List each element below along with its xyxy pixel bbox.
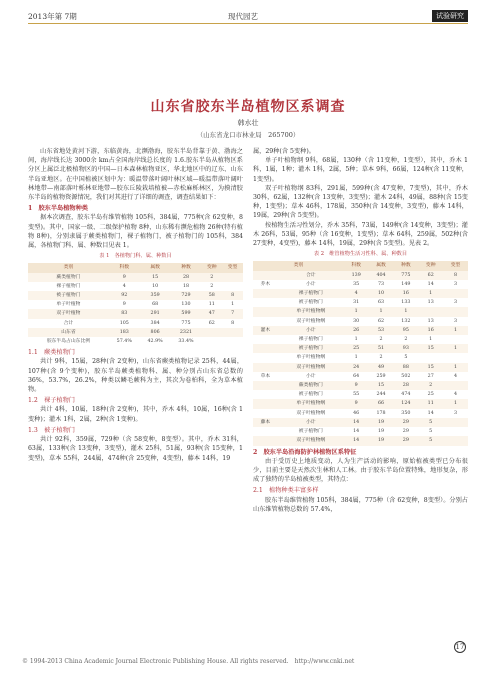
table-cell: 9 [344, 381, 369, 390]
table-cell: 130 [181, 302, 191, 308]
table-cell: 16 [393, 289, 418, 298]
table-cell: 2 [379, 355, 383, 361]
table-cell: 1 [443, 326, 468, 335]
table-cell: 1 [429, 337, 433, 343]
table-cell: 被子植物门 [298, 429, 323, 435]
table-header-cell: 种数 [171, 263, 202, 272]
subsection-heading: 1.1 蕨类植物门 [28, 349, 75, 357]
author: 韩水壮 [237, 119, 259, 127]
table-cell: 11 [418, 399, 443, 408]
table-header-cell: 类别 [253, 261, 344, 270]
table-row [28, 319, 243, 328]
table-cell: 双子叶植物纲 [278, 363, 344, 372]
table-cell: 4 [122, 283, 126, 289]
table-cell: 2 [210, 283, 214, 289]
table-cell: 599 [171, 309, 202, 318]
subsection-heading: 1.3 被子植物门 [28, 426, 75, 434]
table-row [28, 273, 243, 282]
table-cell: 105 [119, 320, 129, 326]
table-row [28, 282, 243, 291]
table-cell: 46 [353, 410, 360, 416]
table-row [253, 335, 468, 344]
table-row [253, 381, 468, 390]
table-cell: 26 [344, 326, 369, 335]
intro-paragraph: 山东省地处黄河下游，东临黄海，北濒渤海，胶东半岛背靠于黄、渤海之间，海岸线长达 3000余 km占全国海岸线总长度的 1.6.胶东半岛从植物区系分区上属泛北极植物区的中国—日本森林植物亚区，华北地区中的辽东、山东半岛亚地区。在中国植被区划中为：暖温带落叶阔叶林区域—暖温带落叶阔叶林地带—南部落叶栎林亚地带—胶东丘陵栽培植被—赤松麻栎林区，为摸清胶东半岛的植物资源情况，我们对其进行了详细的调查，调查结果如下： [28, 148, 243, 202]
table-cell: 5 [418, 418, 443, 427]
table-cell: 63 [377, 300, 385, 306]
table-cell: 133 [401, 300, 411, 306]
table-header-cell: 属数 [369, 261, 394, 270]
table-cell: 27 [427, 373, 434, 379]
table-cell: 14 [344, 436, 369, 445]
table-cell: 8 [222, 291, 243, 300]
table-cell: 11 [208, 302, 215, 308]
table-header-cell: 变型 [222, 263, 243, 272]
table-cell [222, 282, 243, 291]
table-cell: 裸子植物门 [56, 283, 81, 289]
table-cell: 474 [401, 392, 411, 398]
table-cell: 双子叶植物纲 [278, 436, 344, 445]
section-heading: 2 胶东半岛沿海防护林植物区系特征 [253, 448, 357, 456]
table-row [253, 372, 468, 381]
right-column [253, 147, 468, 514]
table-cell: 1 [393, 307, 418, 316]
table-cell: 13 [427, 300, 434, 306]
table-cell: 31 [353, 300, 360, 306]
table-cell: 92 [109, 291, 140, 300]
table-cell: 9 [344, 399, 369, 408]
table-cell: 2321 [171, 328, 202, 337]
section-heading: 1 胶东半岛植物种类 [28, 205, 88, 213]
table-cell [253, 344, 278, 353]
table-cell [418, 353, 443, 362]
table-cell: 9 [109, 273, 140, 282]
table-cell [253, 399, 278, 408]
copyright-footer: © 1994-2013 China Academic Journal Electronic Publishing House. All rights reserved. http://www.cnki.net [22, 658, 355, 665]
table-cell [253, 271, 278, 280]
table-cell: 小计 [305, 373, 316, 379]
table-cell: 404 [369, 271, 394, 280]
table-cell: 384 [150, 320, 160, 326]
table-cell: 1 [344, 307, 369, 316]
table-cell: 51 [369, 344, 394, 353]
table-cell: 13 [427, 318, 434, 324]
table-cell: 49 [369, 363, 394, 372]
table-cell: 502 [401, 373, 411, 379]
table2 [253, 261, 468, 445]
table-row [253, 399, 468, 408]
paragraph: 由于受历史上地质变动，人为生产活动的影响，原始植被类型已分布很少，目前主要是天然次生林和人工林。由于胶东半岛位置特殊，地形复杂，形成了独特的半岛植被类型，其特点： [253, 457, 468, 484]
table-cell: 3 [454, 410, 458, 416]
table-cell [222, 337, 243, 346]
table-cell: 88 [393, 363, 418, 372]
table-cell: 被子植物门 [298, 392, 323, 398]
table-cell: 19 [369, 436, 394, 445]
subsection-heading: 2.1 植物种类丰富多样 [253, 487, 319, 495]
table-cell: 55 [353, 392, 360, 398]
table-cell: 58 [201, 291, 222, 300]
table-cell: 单子叶植物 [56, 302, 81, 308]
table-header-cell: 变种 [201, 263, 222, 272]
table-cell: 15 [140, 273, 171, 282]
table-cell: 4 [454, 392, 458, 398]
table-cell: 单子叶植物纲 [296, 355, 326, 361]
table-row [253, 344, 468, 353]
paragraph: 共计 9科，15属，28种(含 2变种)，山东省蕨类植物记录 25科，44属，107种(含 9个变种)，胶东半岛蕨类植物科、属、种分别占山东省总数的 36%，53.7%，26.2%，种类以鳞毛蕨科为主，其次为卷柏科，全为草本植物。 [28, 358, 243, 394]
table-cell: 15 [418, 344, 443, 353]
table-cell [253, 335, 278, 344]
table-cell: 1 [369, 307, 394, 316]
paragraph: 共计 4科，10属，18种(含 2变种)，其中，乔木 4科，10属，16种(含 1变种)；灌木 1科，2属，2种(含 1变种)。 [28, 406, 243, 423]
table-cell: 3 [454, 318, 458, 324]
table-cell: 53 [369, 326, 394, 335]
table-cell [253, 409, 278, 418]
table-cell: 1 [443, 344, 468, 353]
paragraph: 属，29种(含 5变种)。 [253, 148, 315, 155]
table-cell: 单子叶植物纲 [278, 399, 344, 408]
table-cell [253, 363, 278, 372]
table-cell: 5 [418, 436, 443, 445]
table-header-cell: 变型 [443, 261, 468, 270]
table-cell [253, 289, 278, 298]
table-cell [253, 427, 278, 436]
table-cell: 139 [344, 271, 369, 280]
table-cell: 1 [443, 363, 468, 372]
table-row [253, 271, 468, 280]
table-row [253, 390, 468, 399]
table-cell [253, 317, 278, 326]
table-cell: 359 [140, 291, 171, 300]
table-cell: 42.9% [147, 339, 163, 345]
table-cell: 3 [454, 281, 458, 287]
journal-name: 现代园艺 [228, 12, 258, 21]
affiliation: （山东省龙口市林业局 265700） [196, 131, 300, 139]
table-cell: 806 [140, 328, 171, 337]
table-cell: 729 [171, 291, 202, 300]
table-cell [222, 328, 243, 337]
table-cell: 66 [369, 399, 394, 408]
table-cell: 4 [344, 289, 369, 298]
table-cell [443, 353, 468, 362]
table-cell [253, 298, 278, 307]
table-cell [201, 337, 222, 346]
table-cell [443, 436, 468, 445]
table-cell: 14 [427, 281, 434, 287]
table-cell: 被子植物门 [28, 291, 109, 300]
table-cell: 2 [379, 337, 383, 343]
table-cell: 68 [152, 302, 159, 308]
table-cell: 291 [140, 309, 171, 318]
table-cell: 64 [353, 373, 360, 379]
table-cell: 1 [231, 302, 235, 308]
table-cell [253, 390, 278, 399]
table-cell: 15 [418, 363, 443, 372]
table-cell: 1 [354, 355, 358, 361]
table-cell: 149 [401, 281, 411, 287]
table-cell: 30 [353, 318, 360, 324]
table-cell: 33.4% [178, 339, 194, 345]
subsection-heading: 1.2 裸子植物门 [28, 397, 75, 405]
table-header-cell: 类别 [28, 263, 109, 272]
table-row [253, 326, 468, 335]
table-cell: 19 [369, 418, 394, 427]
table-cell: 灌木 [253, 326, 278, 335]
table-cell: 小计 [278, 418, 344, 427]
paragraph: 单子叶植物纲 9科，68属，130种（含 11变种，1变型），其中，乔木 1科，1属，1种；灌木 1科，2属，5种；草本 9科，66属，124种(含 11变种，1变型)。 [253, 157, 468, 183]
table-row [253, 289, 468, 298]
table-cell: 18 [182, 283, 190, 289]
table-cell: 2 [201, 273, 222, 282]
table-cell: 5 [429, 429, 433, 435]
paragraph: 按植物生活习性划分，乔木 35科，73属，149种(含 14变种，3变型)；灌木 26科，53属，95种（含 16变种，1变型)；草本 64科，259属，502种(含 27变种，4变型)，藤本 14科，19属，29种(含 5变型)。见表 2。 [253, 221, 468, 248]
section-badge: 试验研究 [432, 10, 468, 22]
table-cell: 16 [418, 326, 443, 335]
table-cell: 124 [393, 399, 418, 408]
table-cell: 132 [401, 318, 411, 324]
table-row [28, 328, 243, 337]
table-cell: 19 [377, 429, 385, 435]
page-number: 17 [455, 643, 465, 651]
paragraph: 双子叶植物纲 83科，291属，599种(含 47变种，7变型)，其中，乔木 30科，62属，132种(含 13变种，3变型)；灌木 24科，49属，88种(含 15变种，1变型)；草本 46科，178属，350种(含 14变种，3变型)，藤本 14科，19属，29种(含 5变型)。 [253, 184, 468, 220]
table-cell: 双子叶植物 [28, 309, 109, 318]
table-cell: 24 [344, 363, 369, 372]
table1-caption: 表 1 各植物门科、属、种数目 [99, 253, 172, 260]
running-header [28, 10, 468, 24]
paragraph: 据本次调查，胶东半岛有维管植物 105科，384属，775种(含 62变种，8变型)。其中，国家一级、二级保护植物 8种，山东稀有濒危植物 26种(特有植物 8种)，分别隶属于蕨类植物门，裸子植物门，被子植物门的 105科，384属，各植物门科、属、种数目见表 1。 [28, 214, 243, 250]
table-cell: 14 [344, 418, 369, 427]
table-cell [443, 289, 468, 298]
table-cell: 5 [404, 355, 408, 361]
left-column [28, 147, 243, 463]
table-cell: 8 [443, 271, 468, 280]
table-cell [253, 381, 278, 390]
table-cell: 双子叶植物纲 [296, 410, 326, 416]
table-row [28, 309, 243, 318]
table-cell: 被子植物门 [298, 300, 323, 306]
table-cell: 合计 [278, 271, 344, 280]
table-cell: 28 [393, 381, 418, 390]
paragraph: 共计 92科，359属，729种（含 58变种，8变型）。其中，乔木 31科，63属，133种(含 13变种，3变型)，灌木 25科，51属，93种(含 15变种，1变型)，草本 55科，244属，474种(含 25变种，4变型)，藤本 14科，19 [28, 436, 243, 462]
table-row [253, 427, 468, 436]
table-cell: 35 [353, 281, 360, 287]
table-cell [201, 328, 222, 337]
table-cell: 合计 [63, 320, 74, 326]
table-cell: 1 [354, 337, 358, 343]
table-cell: 95 [393, 326, 418, 335]
table-header-cell: 科数 [344, 261, 369, 270]
table-cell: 4 [454, 373, 458, 379]
table-cell: 双子叶植物纲 [296, 318, 326, 324]
table-row [28, 291, 243, 300]
table-row [253, 353, 468, 362]
table-cell: 29 [393, 418, 418, 427]
table-cell [418, 307, 443, 316]
table-cell: 29 [402, 429, 409, 435]
table-row [253, 307, 468, 316]
table-cell: 259 [376, 373, 386, 379]
table-header-cell: 种数 [393, 261, 418, 270]
table-cell: 蕨类植物门 [28, 273, 109, 282]
table-cell: 胶东半岛占山东比例 [46, 339, 91, 345]
table-cell: 15 [369, 381, 394, 390]
table-cell [443, 307, 468, 316]
table-cell: 1 [443, 399, 468, 408]
table-cell: 小计 [278, 326, 344, 335]
table-row [253, 409, 468, 418]
table-cell: 10 [369, 289, 394, 298]
table-cell: 1 [418, 289, 443, 298]
table-cell: 8 [231, 320, 235, 326]
table-cell [253, 436, 278, 445]
table-cell: 25 [427, 392, 434, 398]
table-cell: 裸子植物门 [298, 337, 323, 343]
table-row [253, 298, 468, 307]
table-cell [443, 418, 468, 427]
table-cell: 10 [152, 283, 159, 289]
table-cell: 29 [393, 436, 418, 445]
issue-label: 2013年第 7期 [28, 12, 77, 21]
table-row [253, 363, 468, 372]
table-cell: 蕨类植物门 [278, 381, 344, 390]
paragraph: 胶东半岛维管植物 105科，384属，775种（含 62变种，8变型）。分别占山东维管植物总数的 57.4%， [253, 496, 468, 513]
table-cell: 62 [208, 320, 215, 326]
table-header-cell: 属数 [140, 263, 171, 272]
table-row [253, 280, 468, 289]
table2-caption: 表 2 维管植物生活习性科、属、种数目 [313, 251, 408, 258]
table-cell [443, 381, 468, 390]
table-cell: 83 [109, 309, 140, 318]
table-cell [443, 427, 468, 436]
table-cell: 62 [377, 318, 385, 324]
table-cell: 3 [454, 300, 458, 306]
table-row [253, 436, 468, 445]
table-cell: 775 [181, 320, 191, 326]
table-cell: 14 [427, 410, 434, 416]
table-cell: 73 [377, 281, 385, 287]
table-header-cell: 变种 [418, 261, 443, 270]
table-cell [253, 353, 278, 362]
table-cell: 57.4% [116, 339, 132, 345]
table-cell: 被子植物门 [278, 344, 344, 353]
table-cell: 47 [201, 309, 222, 318]
table-row [28, 300, 243, 309]
table-cell: 草本 [260, 373, 271, 379]
table-header-cell: 科数 [109, 263, 140, 272]
table-cell: 178 [376, 410, 386, 416]
table-cell: 2 [418, 381, 443, 390]
table-cell: 244 [376, 392, 386, 398]
table-cell: 25 [344, 344, 369, 353]
table-cell [222, 273, 243, 282]
table-cell: 93 [393, 344, 418, 353]
table-cell: 14 [353, 429, 360, 435]
table-cell: 单子叶植物纲 [278, 307, 344, 316]
table-row [253, 418, 468, 427]
table-cell [443, 335, 468, 344]
table-cell [253, 307, 278, 316]
table-cell: 裸子植物门 [278, 289, 344, 298]
table1 [28, 263, 243, 346]
table-cell: 7 [222, 309, 243, 318]
table-cell: 28 [171, 273, 202, 282]
table-cell: 183 [109, 328, 140, 337]
article-title: 山东省胶东半岛植物区系调查 [150, 99, 346, 115]
table-row [253, 317, 468, 326]
table-row [28, 337, 243, 346]
table-cell: 350 [401, 410, 411, 416]
table-cell: 小计 [305, 281, 316, 287]
table-cell: 藤本 [253, 418, 278, 427]
table-cell: 2 [404, 337, 408, 343]
table-cell: 乔木 [260, 281, 271, 287]
table-cell: 山东省 [28, 328, 109, 337]
table-cell: 9 [122, 302, 126, 308]
header-rule [28, 23, 468, 24]
table-cell: 62 [418, 271, 443, 280]
table-cell: 775 [393, 271, 418, 280]
